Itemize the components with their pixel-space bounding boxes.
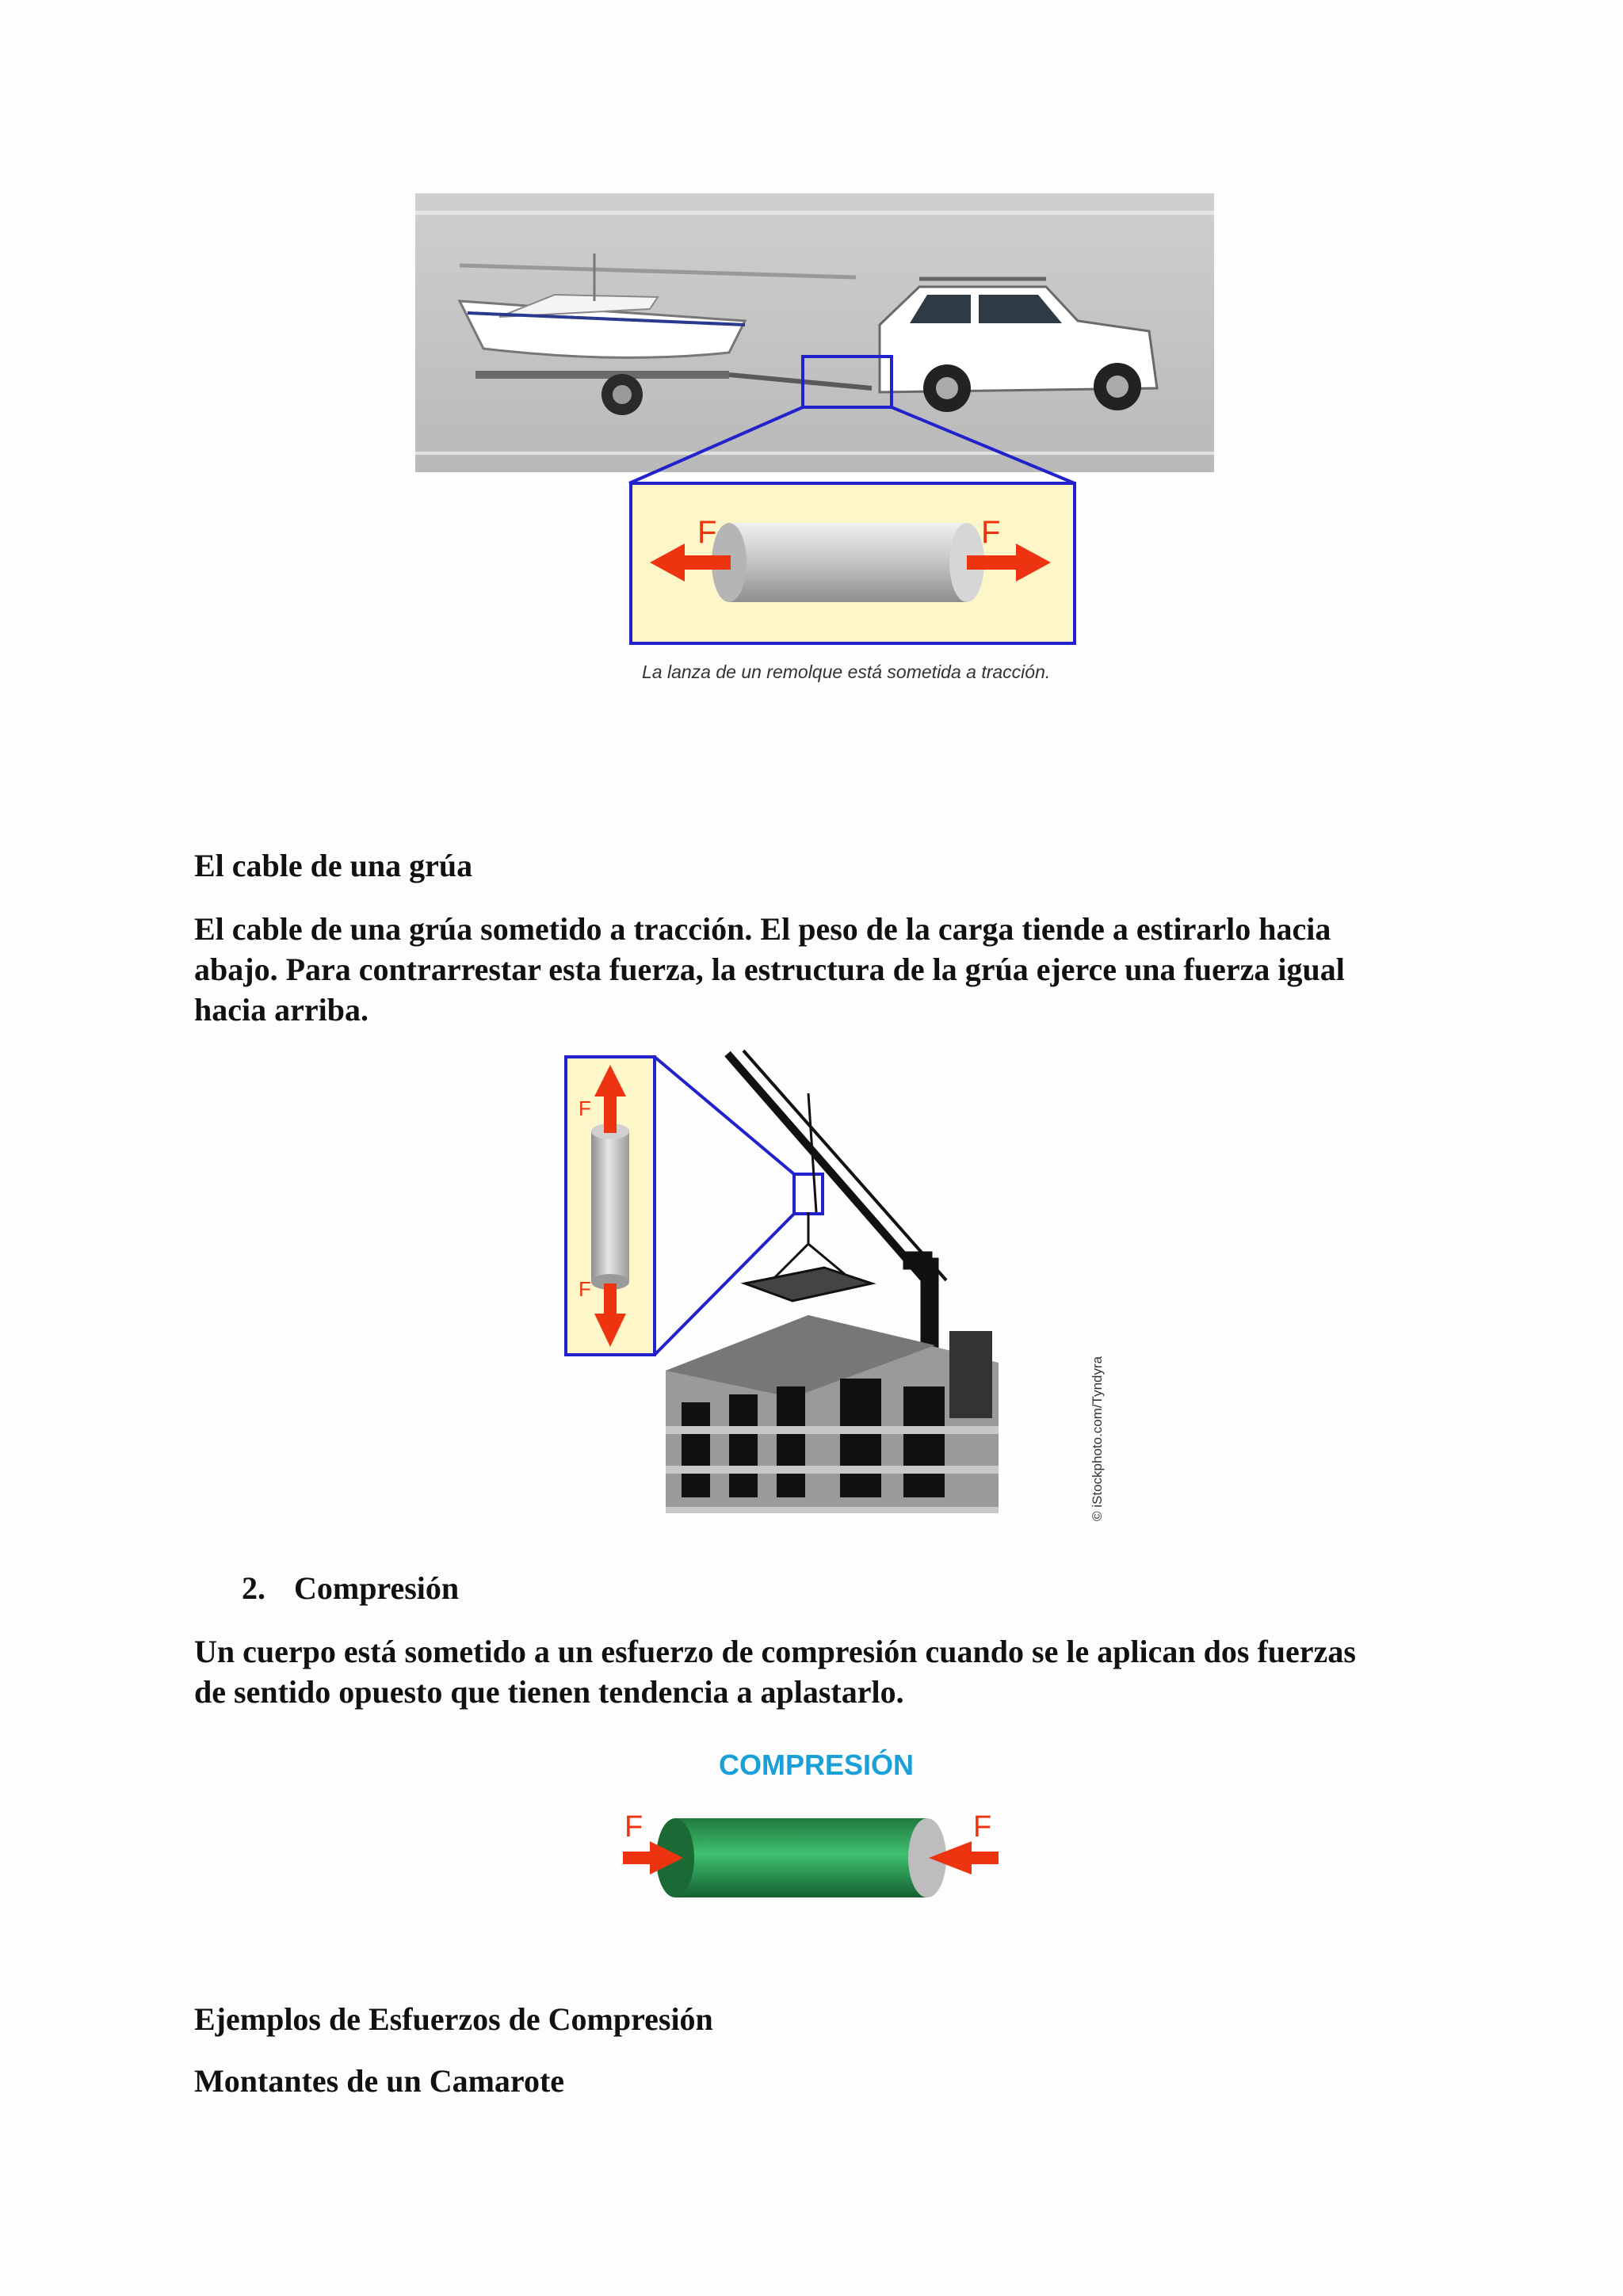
cable-cylinder xyxy=(591,1123,629,1290)
tension-cylinder xyxy=(712,523,984,602)
cable-highlight-box xyxy=(794,1174,823,1214)
compression-list-item xyxy=(242,1569,459,1607)
building-under-construction xyxy=(666,1315,999,1513)
crane-section-title: El cable de una grúa xyxy=(194,848,473,883)
paragraph-line: abajo. Para contrarrestar esta fuerza, la estructura de la grúa ejerce una fuerza igual xyxy=(194,952,1345,987)
force-label-bottom: F xyxy=(579,1277,591,1301)
force-label-left: F xyxy=(697,515,717,550)
compression-title: COMPRESIÓN xyxy=(718,1749,915,1781)
force-label-right: F xyxy=(981,515,1001,550)
force-label-right: F xyxy=(973,1810,992,1844)
force-label-top: F xyxy=(579,1097,591,1120)
crane-illustration xyxy=(555,1046,1125,1533)
suspended-load xyxy=(745,1244,872,1301)
force-label-left: F xyxy=(624,1810,643,1844)
trailer-illustration xyxy=(412,190,1220,697)
photo-credit: © iStockphoto.com/Tyndyra xyxy=(1090,1356,1105,1521)
crane-paragraph xyxy=(194,909,1478,1030)
list-title: Compresión xyxy=(294,1570,460,1606)
crane-figure xyxy=(555,1046,1125,1533)
examples-subtitle: Montantes de un Camarote xyxy=(194,2063,565,2099)
examples-section-title: Ejemplos de Esfuerzos de Compresión xyxy=(194,2001,713,2037)
paragraph-line: hacia arriba. xyxy=(194,992,369,1028)
figure-caption: La lanza de un remolque está sometida a tracción. xyxy=(642,662,1051,682)
compression-illustration xyxy=(610,1743,1022,1909)
compression-figure xyxy=(610,1743,1022,1909)
paragraph-line: El cable de una grúa sometido a tracción. El peso de la carga tiende a estirarlo hacia xyxy=(194,911,1331,947)
paragraph-line: Un cuerpo está sometido a un esfuerzo de compresión cuando se le aplican dos fuerzas xyxy=(194,1634,1356,1669)
paragraph-line: de sentido opuesto que tienen tendencia a aplastarlo. xyxy=(194,1674,904,1710)
compression-paragraph xyxy=(194,1631,1478,1712)
list-number: 2. xyxy=(242,1570,265,1606)
trailer-tension-figure xyxy=(412,190,1220,697)
compression-cylinder xyxy=(656,1818,946,1897)
